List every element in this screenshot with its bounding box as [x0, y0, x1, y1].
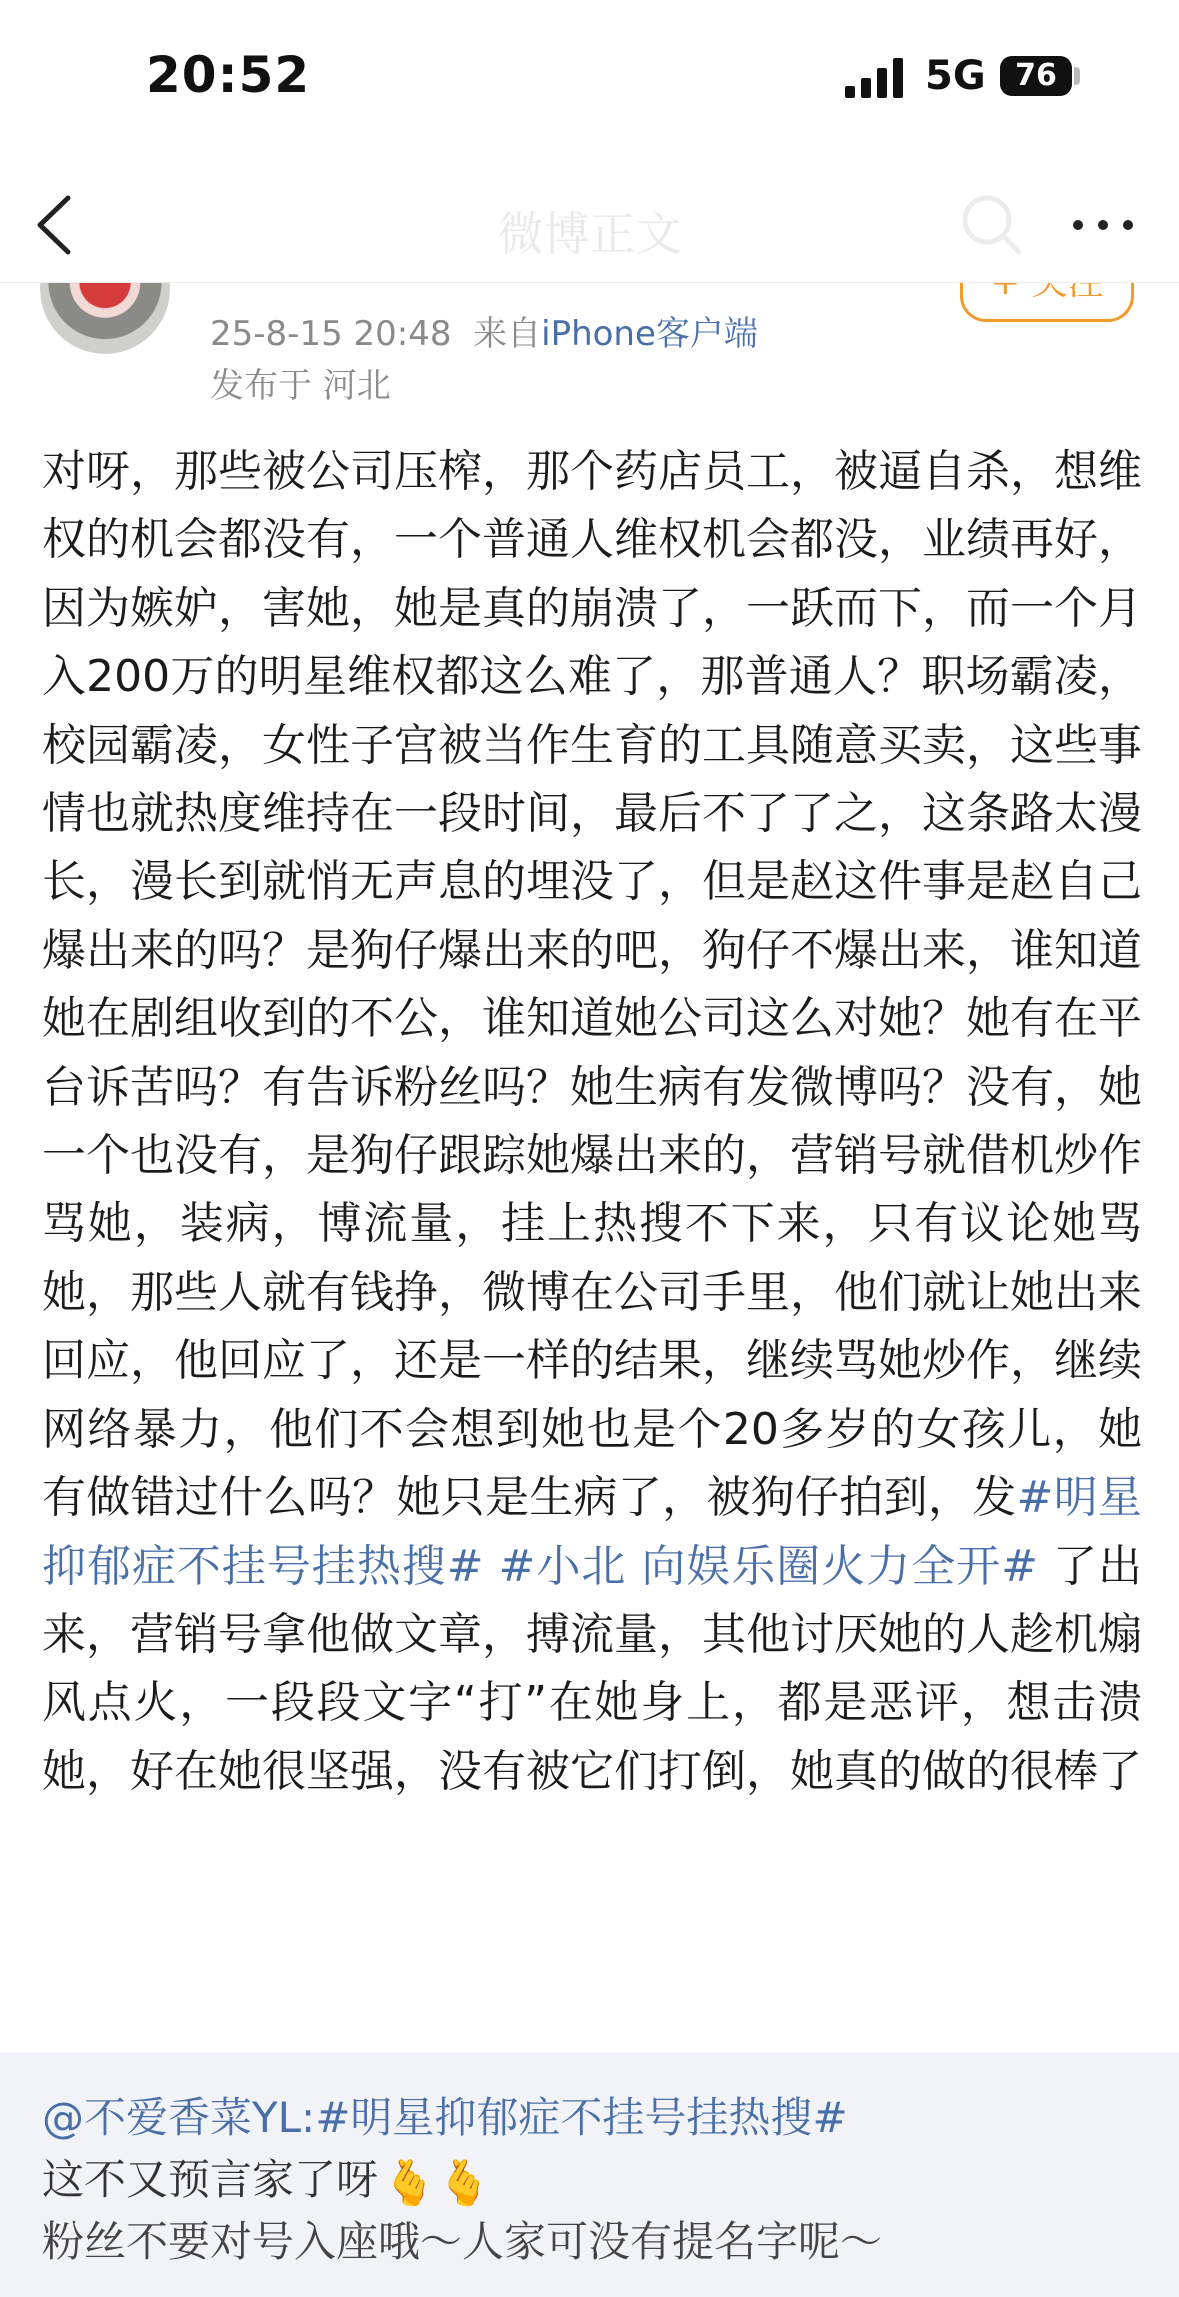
- post-source[interactable]: iPhone客户端: [541, 314, 758, 354]
- finger-heart-emoji: 🫰🫰: [382, 2158, 492, 2209]
- battery-icon: [1000, 56, 1072, 96]
- nav-bar: [0, 170, 1179, 283]
- retweet-section[interactable]: [0, 2053, 1179, 2297]
- battery-tip: [1074, 67, 1080, 85]
- post-meta: [210, 306, 758, 355]
- hashtag-link[interactable]: #明星抑郁症不挂号挂热搜#: [42, 1472, 1142, 1592]
- status-time: 20:52: [146, 46, 311, 104]
- retweet-text-line: 这不又预言家了呀: [42, 2155, 379, 2204]
- battery-level: 76: [1015, 58, 1057, 93]
- post-text-part-1: 对呀，那些被公司压榨，那个药店员工，被逼自杀，想维权的机会都没有，一个普通人维权机会都没，业绩再好，因为嫉妒，害她，她是真的崩溃了，一跃而下，而一个月入200万的明星维权都这么难了，那普通人？职场霸凌，校园霸凌，女性子宫被当作生育的工具随意买卖，这些事情也就热度维持在一段时间，最后不了了之，这条路太漫长，漫长到就悄无声息的埋没了，但是赵这件事是赵自己爆出来的吗？是狗仔爆出来的吧，狗仔不爆出来，谁知道她在剧组收到的不公，谁知道她公司这么对她？她有在平台诉苦吗？有告诉粉丝吗？她生病有发微博吗？没有，她一个也没有，是狗仔跟踪她爆出来的，营销号就借机炒作骂她，装病，博流量，挂上热搜不下来，只有议论她骂她，那些人就有钱挣，微博在公司手里，他们就让她出来回应，他回应了，还是一样的结果，继续骂她炒作，继续网络暴力，他们不会想到她也是个20多岁的女孩儿，她有做错过什么吗？她只是生病了，被狗仔拍到，发: [42, 446, 1142, 1524]
- status-bar: [0, 0, 1179, 150]
- page-title: 微博正文: [497, 207, 682, 261]
- source-prefix: 来自: [473, 314, 542, 354]
- network-type: 5G: [925, 53, 986, 99]
- signal-icon: [845, 58, 905, 98]
- post-content: [42, 438, 1142, 1806]
- retweet-text: [42, 2147, 492, 2209]
- hashtag-link[interactable]: #小北 向娱乐圈火力全开#: [498, 1540, 1039, 1592]
- post-location: 发布于 河北: [210, 366, 391, 406]
- search-icon[interactable]: [955, 188, 1027, 260]
- post-text-part-2: 了出来，营销号拿他做文章，搏流量，其他讨厌她的人趁机煽风点火，一段段文字“打”在她身上，都是恶评，想击溃她，好在她很坚强，没有被它们打倒，她真的做的很棒了: [42, 1540, 1142, 1797]
- post-timestamp: 25-8-15 20:48: [210, 314, 452, 354]
- retweet-text-line-2: 粉丝不要对号入座哦～人家可没有提名字呢～: [42, 2217, 883, 2266]
- retweet-author-link[interactable]: @不爱香菜YL:#明星抑郁症不挂号挂热搜#: [42, 2093, 848, 2142]
- more-icon[interactable]: [1068, 210, 1138, 240]
